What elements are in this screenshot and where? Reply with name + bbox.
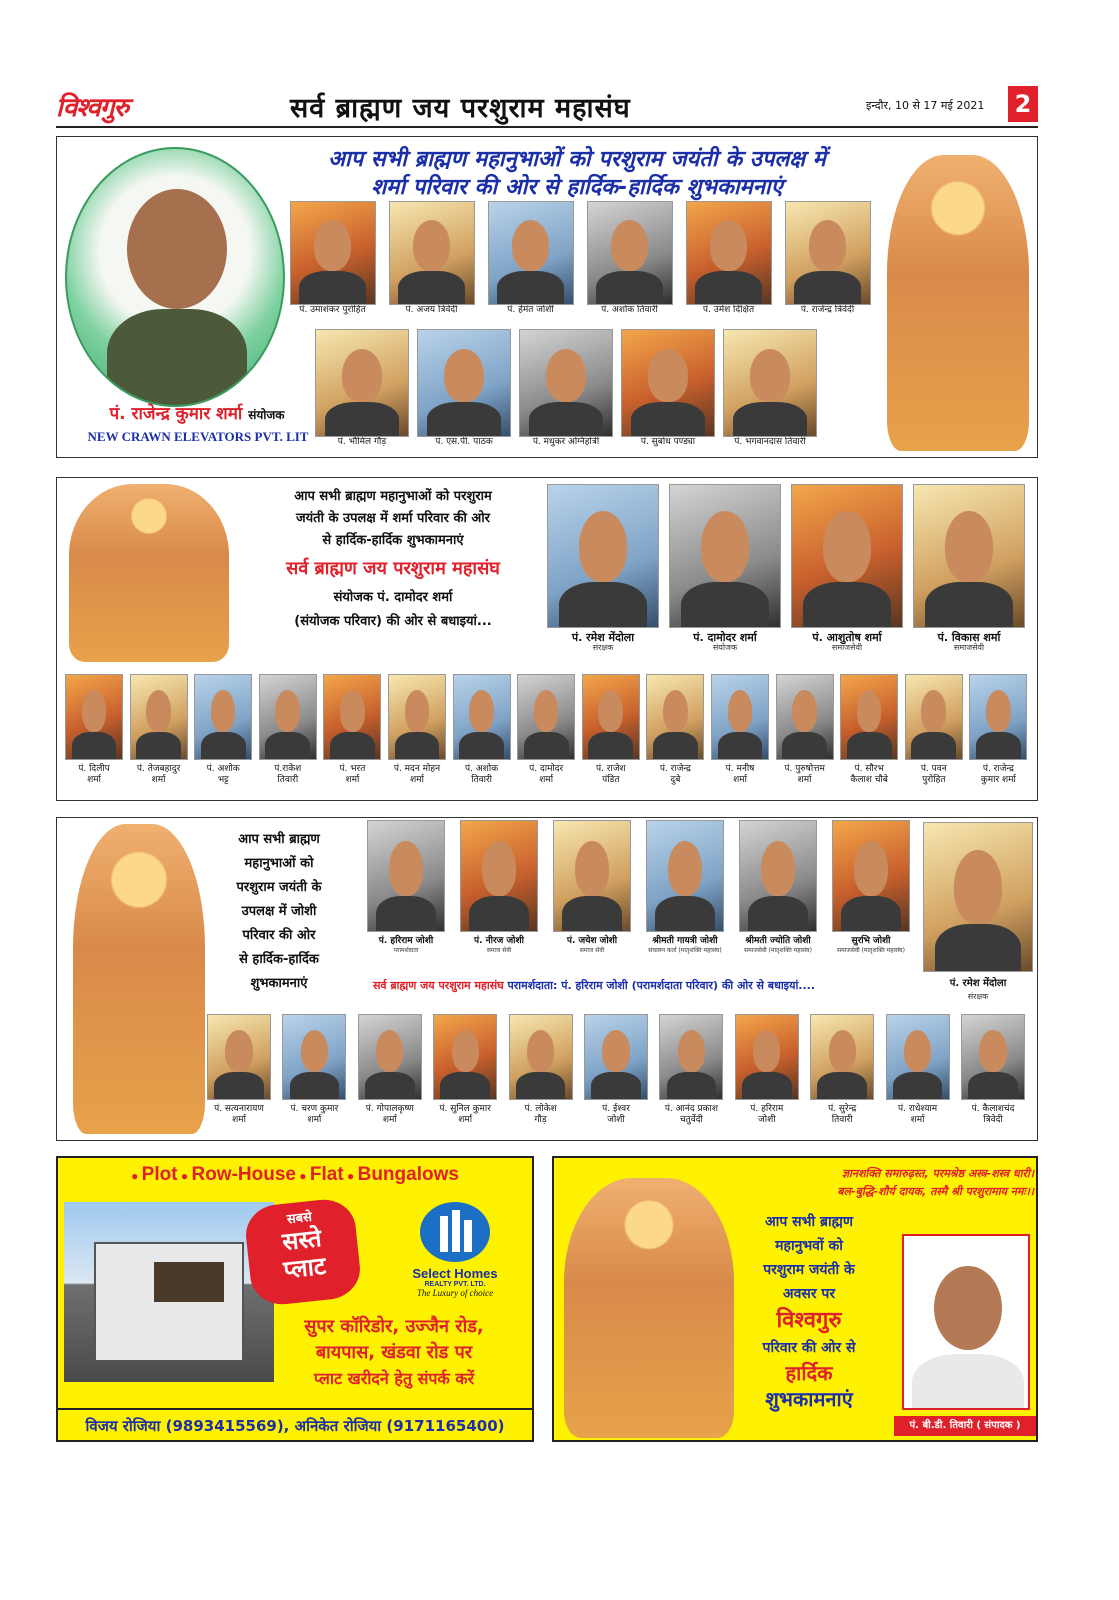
greeting-line-5: परिवार की ओर से (762, 1340, 856, 1356)
portrait-photo (905, 674, 963, 760)
members-row (203, 1014, 1033, 1138)
message-line: परिवार की ओर (242, 928, 316, 943)
shloka-line-2: बल-बुद्धि-शौर्य दायक, तस्मै श्री परशुरामाय नमः।। (837, 1185, 1034, 1198)
parshuram-idol-image (887, 155, 1029, 451)
member-surname: तिवारी (277, 775, 299, 785)
portrait-photo (621, 329, 715, 437)
family-role: समाजसेवी (मातृशक्ति महासंघ) (744, 947, 812, 954)
greeting-line-6: हार्दिक (785, 1361, 833, 1385)
leader-name: पं. रमेश मेंदोला (571, 631, 635, 644)
member-name: पं. सौरभ (854, 764, 884, 774)
member-card (451, 674, 513, 786)
parshuram-idol-image (564, 1178, 734, 1438)
leader-role: समाजसेवी (831, 643, 863, 652)
greeting-text (724, 1210, 894, 1412)
leader-role: समाजसेवी (953, 643, 985, 652)
member-card (580, 1014, 652, 1126)
contact-bar (58, 1408, 532, 1440)
member-card (709, 674, 771, 786)
member-name: पं. पुरुषोत्तम (784, 764, 825, 774)
bullet-icon: ● (131, 1169, 142, 1183)
patron-photo (923, 822, 1033, 972)
family-role: परामर्शदाता (393, 947, 419, 954)
family-card (361, 820, 451, 955)
issue-date: इन्दौर, 10 से 17 मई 2021 (866, 99, 985, 112)
ad-joshi-family (56, 817, 1038, 1141)
member-card (580, 674, 642, 786)
leader-card (789, 484, 905, 653)
ad-sharma-sanyojak (56, 477, 1038, 801)
ad-line-1: सुपर कॉरिडोर, उज्जैन रोड, (304, 1316, 484, 1337)
member-card (903, 674, 965, 786)
ad-sharma-family (56, 136, 1038, 458)
member-surname: पंडित (602, 775, 620, 785)
banner-rest: परामर्शदाता: पं. हरिराम जोशी (परामर्शदाता परिवार) की ओर से बधाइयां.... (507, 979, 816, 992)
portrait-photo (582, 674, 640, 760)
member-name: पं. सुरेन्द्र (828, 1104, 857, 1114)
brand-sub: REALTY PVT. LTD. (424, 1281, 486, 1288)
leader-name: पं. आशुतोष शर्मा (812, 631, 882, 644)
person-card (517, 329, 615, 448)
member-surname: भट्ट (217, 775, 229, 785)
portrait-photo (433, 1014, 497, 1100)
person-card (384, 201, 479, 316)
portrait-photo (547, 484, 659, 628)
portrait-photo (723, 329, 817, 437)
bullet-icon: ● (343, 1169, 358, 1183)
photo-row-1 (285, 201, 875, 321)
member-card (838, 674, 900, 786)
person-name: पं. उमेश दिक्षित (702, 305, 755, 315)
member-card (429, 1014, 501, 1126)
portrait-photo (282, 1014, 346, 1100)
portrait-photo (417, 329, 511, 437)
person-name: पं. एस.पी. पाठक (435, 437, 493, 447)
member-name: पं. हरिराम (750, 1104, 784, 1114)
family-name: सुरभि जोशी (851, 936, 891, 946)
person-name: पं. सुबोध पण्ड्या (640, 437, 696, 447)
property-types (64, 1164, 526, 1186)
member-name: पं. दिलीप (78, 764, 110, 774)
member-card (257, 674, 319, 786)
member-card (203, 1014, 275, 1126)
house-image (64, 1202, 274, 1382)
burst-line-2: सस्ते (280, 1224, 323, 1257)
message-line: परशुराम जयंती के (236, 880, 322, 895)
person-card (285, 201, 380, 316)
leader-name: पं. दामोदर शर्मा (693, 631, 757, 644)
portrait-photo (584, 1014, 648, 1100)
editor-name: पं. बी.डी. तिवारी ( संपादक ) (894, 1416, 1036, 1436)
photo-row-2 (313, 329, 843, 453)
family-card (640, 820, 730, 955)
portrait-photo (315, 329, 409, 437)
member-name: पं. चरण कुमार (290, 1104, 339, 1114)
greeting-line-3: परशुराम जयंती के (763, 1262, 855, 1278)
parshuram-idol-image (69, 484, 229, 662)
burst-line-3: प्लाट (282, 1251, 328, 1285)
portrait-photo (840, 674, 898, 760)
family-card (547, 820, 637, 955)
portrait-photo (587, 201, 673, 305)
portrait-photo (509, 1014, 573, 1100)
person-name: पं. हेमंत जोशी (507, 305, 554, 315)
member-surname: शर्मा (307, 1115, 322, 1125)
portrait-photo (259, 674, 317, 760)
message-line: महानुभाओं को (244, 856, 314, 871)
member-surname: दुबे (670, 775, 681, 785)
portrait-photo (739, 820, 817, 932)
member-name: पं. सुनिल कुमार (439, 1104, 491, 1114)
property-type: Row-House (191, 1164, 296, 1185)
person-name: पं. उमाशंकर पुरोहित (299, 305, 366, 315)
member-card (278, 1014, 350, 1126)
family-role: समाज सेवी (486, 947, 512, 954)
brand-name: Select Homes (412, 1266, 498, 1281)
member-name: पं. मदन मोहन (393, 764, 441, 774)
member-card (128, 674, 190, 786)
leader-card (911, 484, 1027, 653)
member-name: पं. दामोदर (529, 764, 564, 774)
portrait-photo (969, 674, 1027, 760)
member-card (354, 1014, 426, 1126)
portrait-photo (460, 820, 538, 932)
portrait-photo (961, 1014, 1025, 1100)
patron (921, 822, 1035, 1020)
family-name: श्रीमती गायत्री जोशी (652, 936, 718, 946)
member-name: पं. आनंद प्रकाश (664, 1104, 718, 1114)
portrait-photo (130, 674, 188, 760)
member-surname: शर्मा (232, 1115, 246, 1125)
person-card (681, 201, 776, 316)
patron-name: पं. रमेश मेंदोला (949, 978, 1007, 989)
portrait-photo (389, 201, 475, 305)
portrait-photo (290, 201, 376, 305)
person-card (313, 329, 411, 448)
main-name (67, 401, 327, 424)
greeting-line-1: आप सभी ब्राह्मण (765, 1214, 853, 1230)
portrait-photo (791, 484, 903, 628)
member-name: पं. ईश्वर (602, 1104, 630, 1114)
family-name: श्रीमती ज्योति जोशी (745, 936, 811, 946)
page-title: सर्व ब्राह्मण जय परशुराम महासंघ (290, 93, 631, 124)
family-role: समाज सेवी (579, 947, 605, 954)
header-rule (56, 126, 1038, 128)
ad-line-3: प्लाट खरीदने हेतु संपर्क करें (313, 1369, 475, 1388)
member-card (957, 1014, 1029, 1126)
member-surname: जोशी (758, 1115, 776, 1125)
portrait-photo (453, 674, 511, 760)
portrait-photo (207, 1014, 271, 1100)
page-number: 2 (1008, 86, 1038, 122)
portrait-photo (669, 484, 781, 628)
member-name: पं. गोपालकृष्ण (365, 1104, 414, 1114)
member-card (882, 1014, 954, 1126)
message-line-4: संयोजक पं. दामोदर शर्मा (333, 590, 453, 605)
main-portrait (65, 147, 285, 407)
member-card (806, 1014, 878, 1126)
ad-line-2: बायपास, खंडवा रोड पर (315, 1342, 473, 1363)
vishwaguru-greeting-ad (552, 1156, 1038, 1442)
person-card (582, 201, 677, 316)
member-name: पं. राजेन्द्र (982, 764, 1014, 774)
member-surname: शर्मा (458, 1115, 473, 1125)
portrait-photo (711, 674, 769, 760)
member-name: पं. अशोक (206, 764, 240, 774)
parshuram-idol-image (73, 824, 205, 1134)
message-line: उपलक्ष में जोशी (241, 904, 317, 919)
portrait-photo (388, 674, 446, 760)
portrait-photo (646, 820, 724, 932)
member-name: पं.राकेश (274, 764, 302, 774)
building-icon (420, 1202, 490, 1262)
member-surname: शर्मा (910, 1115, 925, 1125)
member-name: पं. राधेश्याम (898, 1104, 938, 1114)
member-card (644, 674, 706, 786)
portrait-photo (323, 674, 381, 760)
bullet-icon: ● (177, 1169, 192, 1183)
leaders-row (545, 484, 1033, 666)
portrait-photo (517, 674, 575, 760)
leader-name: पं. विकास शर्मा (937, 631, 1001, 644)
person-name: पं. अजय त्रिवेदी (405, 305, 458, 315)
member-name: पं. राजेन्द्र (659, 764, 691, 774)
message-line: शुभकामनाएं (250, 976, 308, 991)
member-surname: शर्मा (797, 775, 812, 785)
person-card (415, 329, 513, 448)
member-surname: शर्मा (151, 775, 166, 785)
burst-line-1: सबसे (286, 1209, 313, 1228)
member-card (386, 674, 448, 786)
member-surname: कुमार शर्मा (980, 775, 1016, 785)
family-card (454, 820, 544, 955)
member-name: पं. राजेश (595, 764, 626, 774)
member-name: पं. पवन (920, 764, 947, 774)
family-name: पं. नीरज जोशी (474, 936, 524, 946)
message-line: से हार्दिक-हार्दिक (239, 952, 319, 967)
portrait-photo (785, 201, 871, 305)
member-surname: शर्मा (539, 775, 554, 785)
bullet-icon: ● (295, 1169, 310, 1183)
portrait-photo (776, 674, 834, 760)
member-name: पं. तेजबहादुर (136, 764, 181, 774)
family-name: पं. हरिराम जोशी (378, 936, 434, 946)
contact-text: विजय रोजिया (9893415569), अनिकेत रोजिया (9171165400) (85, 1417, 505, 1435)
portrait-photo (194, 674, 252, 760)
person-card (721, 329, 819, 448)
person-name: पं. भौमिल गौड़ (337, 437, 387, 447)
logo: विश्वगुरु (56, 93, 128, 123)
family-name: पं. जयेश जोशी (566, 936, 618, 946)
member-card (515, 674, 577, 786)
member-name: पं. सत्यनारायण (214, 1104, 264, 1114)
property-type: Flat (309, 1164, 344, 1185)
member-surname: शर्मा (87, 775, 101, 785)
member-name: पं. लोकेश (524, 1104, 557, 1114)
message-line-2: जयंती के उपलक्ष में शर्मा परिवार की ओर (296, 511, 490, 526)
real-estate-ad (56, 1156, 534, 1442)
cheap-plot-burst (243, 1197, 363, 1308)
shloka-line-1: ज्ञानशक्ति समारुढ़स्त, परमश्रेष्ठ अस्त्र-शस्त्र धारी। (841, 1167, 1034, 1180)
family-role: संचालन कर्ता (मातृशक्ति महासंघ) (648, 947, 722, 954)
family-role: समाजसेवी (मातृशक्ति महासंघ) (837, 947, 905, 954)
member-surname: चतुर्वेदी (679, 1115, 703, 1125)
member-surname: त्रिवेदी (983, 1115, 1003, 1125)
portrait-photo (810, 1014, 874, 1100)
family-row (361, 820, 921, 968)
person-card (619, 329, 717, 448)
greeting-brand: विश्वगुरु (776, 1308, 842, 1333)
member-name: पं. भरत (339, 764, 366, 774)
person-card (483, 201, 578, 316)
company-name: NEW CRAWN ELEVATORS PVT. LIT (87, 429, 309, 444)
ad-body (258, 1314, 530, 1392)
editor-photo (902, 1234, 1030, 1410)
person-name: पं. मधुकर अग्निहोत्री (532, 437, 600, 447)
person-card (780, 201, 875, 316)
member-surname: शर्मा (410, 775, 424, 785)
portrait-photo (913, 484, 1025, 628)
portrait-photo (519, 329, 613, 437)
leader-card (667, 484, 783, 653)
member-name: पं. अशोक (465, 764, 499, 774)
property-type: Bungalows (357, 1164, 459, 1185)
family-card (826, 820, 916, 955)
main-name-text: पं. राजेन्द्र कुमार शर्मा (109, 404, 243, 424)
member-surname: कैलाश चौबे (850, 775, 888, 785)
person-name: पं. भगवानदास तिवारी (734, 437, 806, 447)
portrait-photo (659, 1014, 723, 1100)
member-name: पं. कैलाशचंद (971, 1104, 1015, 1114)
message-line: आप सभी ब्राह्मण (238, 832, 320, 847)
portrait-photo (358, 1014, 422, 1100)
brand-tagline: The Luxury of choice (416, 1288, 494, 1298)
portrait-photo (686, 201, 772, 305)
person-name: पं. अशोक तिवारी (601, 305, 658, 315)
member-surname: जोशी (607, 1115, 625, 1125)
member-card (731, 1014, 803, 1126)
portrait-photo (735, 1014, 799, 1100)
greeting-line-7: शुभकामनाएं (765, 1387, 853, 1411)
member-card (655, 1014, 727, 1126)
property-type: Plot (141, 1164, 178, 1185)
member-surname: शर्मा (345, 775, 360, 785)
member-surname: शर्मा (382, 1115, 397, 1125)
banner-org: सर्व ब्राह्मण जय परशुराम महासंघ (373, 979, 504, 992)
portrait-photo (65, 674, 123, 760)
leader-role: संयोजक (712, 643, 738, 652)
headline-2: शर्मा परिवार की ओर से हार्दिक-हार्दिक शुभकामनाएं (371, 175, 783, 200)
portrait-photo (646, 674, 704, 760)
message-line-1: आप सभी ब्राह्मण महानुभाओं को परशुराम (294, 489, 492, 504)
members-row (63, 674, 1033, 798)
greeting-line-4: अवसर पर (782, 1286, 836, 1302)
family-card (733, 820, 823, 955)
member-card (63, 674, 125, 786)
member-name: पं. मनीष (725, 764, 755, 774)
patron-role: संरक्षक (967, 992, 989, 1001)
portrait-photo (488, 201, 574, 305)
message-block (233, 486, 553, 634)
member-card (321, 674, 383, 786)
member-card (192, 674, 254, 786)
message-line-3: से हार्दिक-हार्दिक शुभकामनाएं (322, 533, 464, 548)
select-homes-logo (390, 1202, 520, 1314)
person-name: पं. राजेन्द्र त्रिवेदी (800, 305, 855, 315)
member-card (967, 674, 1029, 786)
main-role: संयोजक (248, 408, 285, 422)
message-block (205, 828, 353, 996)
org-name: सर्व ब्राह्मण जय परशुराम महासंघ (286, 558, 500, 579)
leader-role: संरक्षक (592, 643, 614, 652)
member-surname: पुरोहित (922, 775, 946, 785)
portrait-photo (832, 820, 910, 932)
headline-1: आप सभी ब्राह्मण महानुभाओं को परशुराम जयंती के उपलक्ष में (328, 147, 826, 172)
message-line-5: (संयोजक परिवार) की ओर से बधाइयां... (294, 614, 492, 629)
member-surname: तिवारी (831, 1115, 853, 1125)
member-surname: गौड़ (534, 1115, 547, 1125)
greeting-line-2: महानुभवों को (775, 1238, 843, 1254)
member-card (774, 674, 836, 786)
banner-line (373, 978, 913, 993)
portrait-photo (553, 820, 631, 932)
portrait-photo (886, 1014, 950, 1100)
portrait-photo (367, 820, 445, 932)
leader-card (545, 484, 661, 653)
member-surname: शर्मा (733, 775, 747, 785)
member-surname: तिवारी (471, 775, 492, 785)
member-card (505, 1014, 577, 1126)
